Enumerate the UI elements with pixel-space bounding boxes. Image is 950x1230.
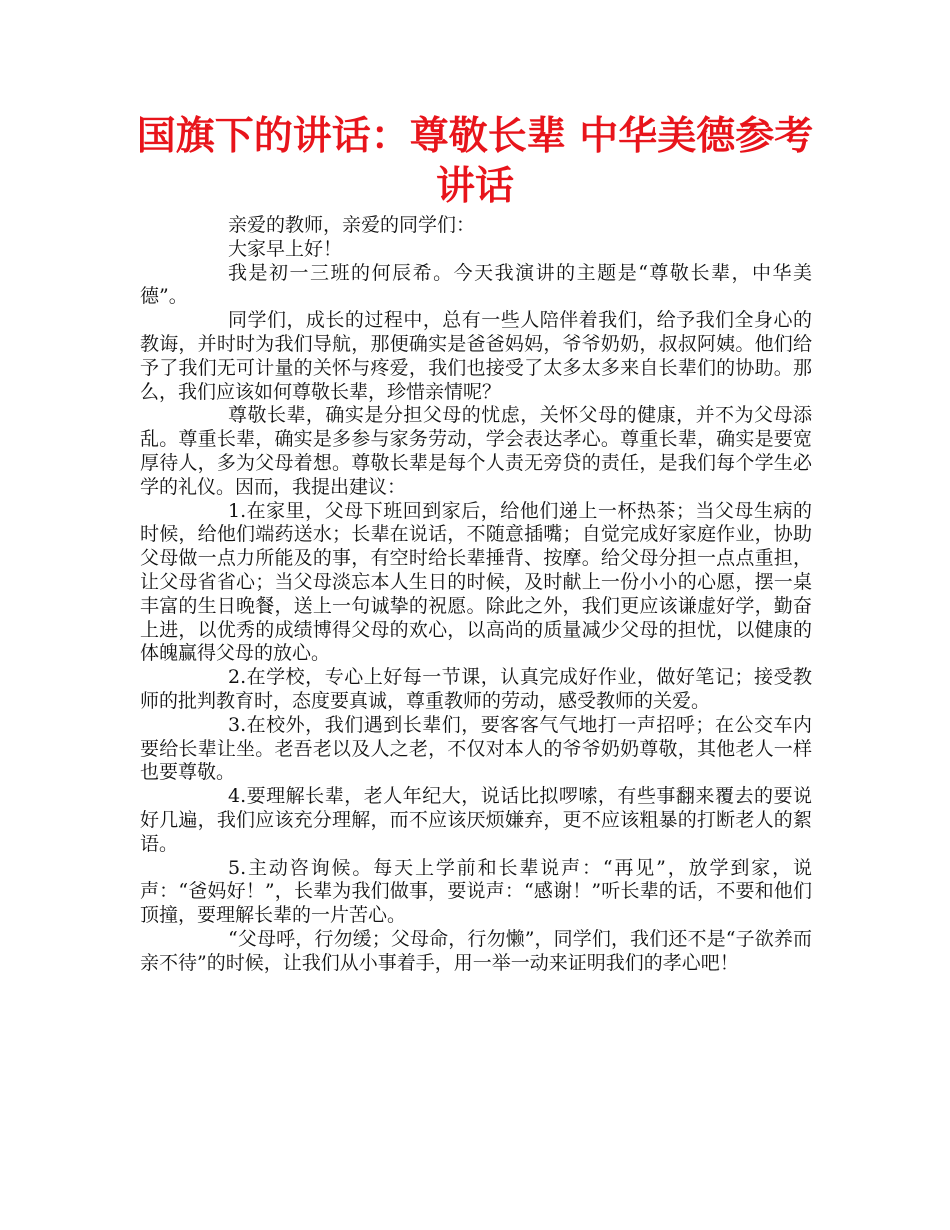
paragraph-intro: 我是初一三班的何辰希。今天我演讲的主题是“尊敬长辈，中华美德”。 [140, 261, 812, 308]
paragraph-greet: 5.主动咨询候。每天上学前和长辈说声：“再见”，放学到家，说声：“爸妈好！”，长辈为我们做事，要说声：“感谢！”听长辈的话，不要和他们顶撞，要理解长辈的一片苦心。 [140, 856, 812, 927]
paragraph-growth: 同学们，成长的过程中，总有一些人陪伴着我们，给予我们全身心的教诲，并时时为我们导航，那便确实是爸爸妈妈，爷爷奶奶，叔叔阿姨。他们给予了我们无可计量的关怀与疼爱，我们也接受了太多太多来自长辈们的协助。那么，我们应该如何尊敬长辈，珍惜亲情呢？ [140, 309, 812, 403]
document-body [140, 214, 812, 976]
paragraph-greeting: 亲爱的教师，亲爱的同学们： [228, 214, 476, 236]
paragraph-respect: 尊敬长辈，确实是分担父母的忧虑，关怀父母的健康，并不为父母添乱。尊重长辈，确实是多参与家务劳动，学会表达孝心。尊重长辈，确实是要宽厚待人，多为父母着想。尊敬长辈是每个人责无旁贷的责任，是我们每个学生必学的礼仪。因而，我提出建议： [140, 404, 812, 498]
paragraph-morning: 大家早上好！ [228, 237, 343, 260]
paragraph-outside: 3.在校外，我们遇到长辈们，要客客气气地打一声招呼；在公交车内要给长辈让坐。老吾老以及人之老，不仅对本人的爷爷奶奶尊敬，其他老人一样也要尊敬。 [140, 713, 812, 784]
document-title: 国旗下的讲话：尊敬长辈 中华美德参考讲话 [136, 114, 814, 209]
paragraph-school: 2.在学校，专心上好每一节课，认真完成好作业，做好笔记；接受教师的批判教育时，态度要真诚，尊重教师的劳动，感受教师的关爱。 [140, 666, 812, 712]
paragraph-home: 1.在家里，父母下班回到家后，给他们递上一杯热茶；当父母生病的时候，给他们端药送水；长辈在说话，不随意插嘴；自觉完成好家庭作业，协助父母做一点力所能及的事，有空时给长辈捶背、按摩。给父母分担一点点重担，让父母省省心；当父母淡忘本人生日的时候，及时献上一份小小的心愿，摆一桌丰富的生日晚餐，送上一句诚挚的祝愿。除此之外，我们更应该谦虚好学，勤奋上进，以优秀的成绩博得父母的欢心，以高尚的质量减少父母的担忧，以健康的体魄赢得父母的放心。 [140, 499, 812, 665]
paragraph-understand: 4.要理解长辈，老人年纪大，说话比拟啰嗦，有些事翻来覆去的要说好几遍，我们应该充分理解，而不应该厌烦嫌弃，更不应该粗暴的打断老人的絮语。 [140, 785, 812, 855]
paragraph-closing: “父母呼，行勿缓；父母命，行勿懒”，同学们，我们还不是“子欲养而亲不待”的时候，让我们从小事着手，用一举一动来证明我们的孝心吧！ [140, 927, 812, 974]
